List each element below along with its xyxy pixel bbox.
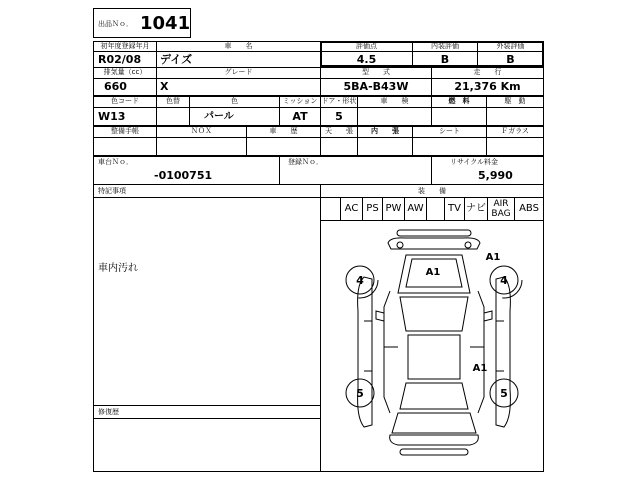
interior-roof-label: 内 張 [357,126,413,138]
score-value: 4.5 [320,51,413,68]
right-side-body [478,291,484,413]
fuel-label: 燃 料 [431,96,487,108]
equip-airbag: AIR BAG [488,198,515,220]
special-notes-section [93,184,321,406]
drive-value [486,107,544,126]
inspection-value [357,107,432,126]
drive-label: 駆 動 [486,96,544,108]
special-notes-label: 特記事項 [98,187,126,195]
equip-ac: AC [341,198,363,220]
grade-label: グレード [156,67,321,79]
car-name-label: 車 名 [156,41,321,52]
equip-navi: ナビ [465,198,488,220]
nox-value [156,137,247,156]
equip-pw: PW [383,198,405,220]
front-lamp-right [465,242,471,248]
exterior-label: 外装評価 [477,41,544,52]
equip-blank [321,198,341,220]
interior-value: B [412,51,478,68]
reg-cell [279,156,432,185]
repair-label: 修復歴 [98,408,119,416]
recycle-value: 5,990 [478,169,513,182]
displacement-value: 660 [93,78,157,96]
seat-value [412,137,487,156]
tire-grade-fl: 4 [356,274,364,287]
left-side-view [358,277,372,427]
windshield [400,297,468,331]
chassis-cell [93,156,280,185]
nox-label: ＮＯＸ [156,126,247,138]
color-label: 色 [189,96,280,108]
sunroof-value [320,137,358,156]
paint-value [156,107,190,126]
glass-value [486,137,544,156]
special-notes-text: 車内汚れ [98,263,138,274]
doors-value: 5 [320,107,358,126]
model-value: 5BA-B43W [320,78,432,96]
damage-mark-rear-right: A1 [472,363,488,374]
mileage-value: 21,376 Km [431,78,544,96]
roof-panel [408,335,460,379]
rear-bumper [390,435,479,445]
mission-label: ミッション [279,96,321,108]
recycle-cell [431,156,544,185]
left-side-body [384,291,390,413]
left-mirror [376,311,384,321]
year-label: 初年度登録年月 [93,41,157,52]
equipment-label: 装 備 [320,184,544,198]
equip-empty [427,198,445,220]
lot-number-label: 出品Ｎｏ． [98,20,133,28]
interior-label: 内装評価 [412,41,478,52]
tire-grade-rl: 5 [356,387,364,400]
interior-roof-value [357,137,413,156]
mileage-label: 走 行 [431,67,544,79]
rear-window [400,383,468,409]
color-value: パール [189,107,280,126]
model-label: 型 式 [320,67,432,79]
seat-label: シート [412,126,487,138]
inspection-label: 車 検 [357,96,432,108]
rear-gate [392,413,476,433]
lot-number-box [93,8,191,38]
rear-plate [400,449,468,455]
car-name-value: デイズ [156,51,321,68]
car-body-diagram [320,221,544,472]
year-value: R02/08 [93,51,157,68]
grade-value: X [156,78,321,96]
equip-tv: TV [445,198,465,220]
equip-abs: ABS [519,203,539,214]
displacement-label: 排気量（cc） [93,67,157,79]
fuel-value [431,107,487,126]
recycle-label: リサイクル料金 [450,158,499,166]
sunroof-label: 天 張 [320,126,358,138]
chassis-value: -0100751 [154,169,213,182]
history-value [246,137,321,156]
damage-mark-hood: A1 [425,267,441,278]
tire-grade-rr: 5 [500,387,508,400]
manual-label: 整備手帳 [93,126,157,138]
history-label: 車 歴 [246,126,321,138]
front-grille [397,230,471,236]
color-code-label: 色コード [93,96,157,108]
damage-mark-front-right: A1 [485,252,501,263]
equip-ps: PS [363,198,383,220]
tire-grade-fr: 4 [500,274,508,287]
right-mirror [484,311,492,321]
repair-section [93,405,321,472]
special-notes-divider [93,197,321,198]
repair-divider [93,418,321,419]
front-lamp-left [397,242,403,248]
doors-label: ドア・形状 [320,96,358,108]
manual-value [93,137,157,156]
color-code-value: W13 [93,107,157,126]
equip-aw: AW [405,198,427,220]
equipment-row [320,197,544,221]
mission-value: AT [279,107,321,126]
score-label: 評価点 [320,41,413,52]
lot-number-value: 1041 [140,13,191,34]
paint-label: 色替 [156,96,190,108]
glass-label: Ｆガラス [486,126,544,138]
right-side-view [496,277,510,427]
chassis-label: 車台Ｎｏ． [98,158,133,166]
exterior-value: B [477,51,544,68]
reg-label: 登録Ｎｏ． [288,158,323,166]
